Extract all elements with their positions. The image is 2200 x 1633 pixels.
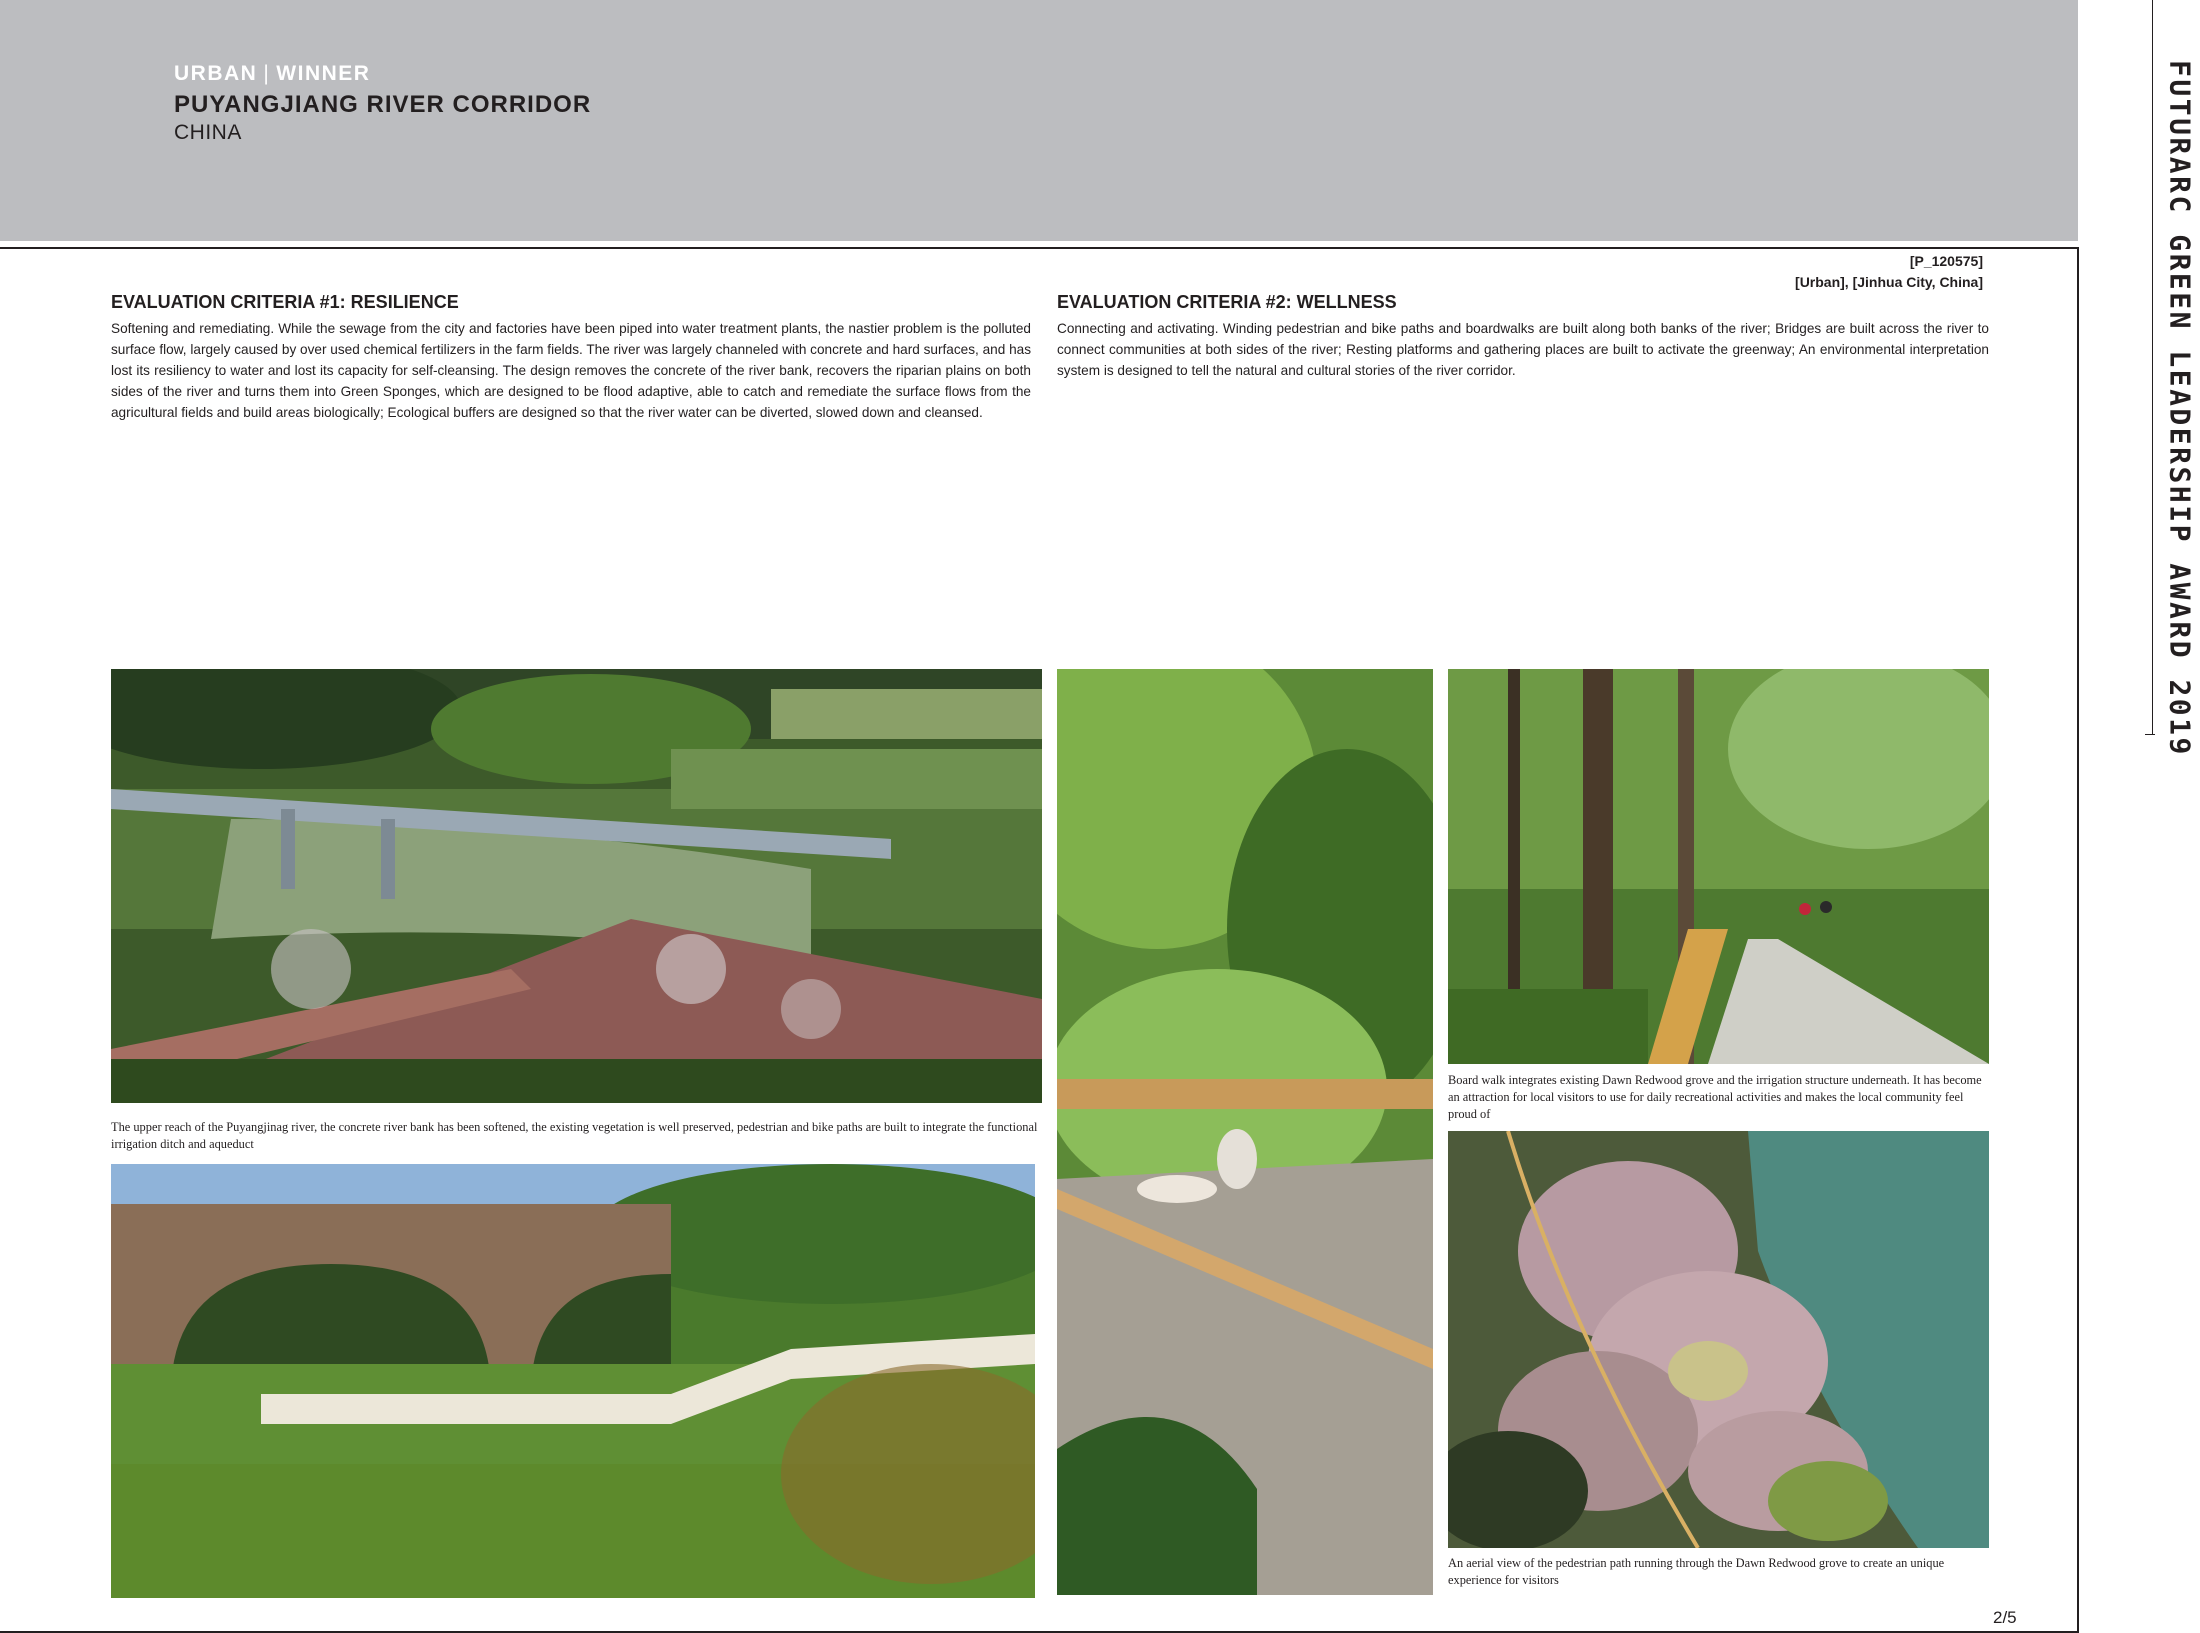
side-title: FUTURARC GREEN LEADERSHIP AWARD 2019 [2163, 60, 2197, 757]
project-country: CHINA [174, 121, 242, 144]
photo-river-bridge [111, 669, 1042, 1103]
criteria-2-body: Connecting and activating. Winding pedestrian and bike paths and boardwalks are built along both banks of the river; Bridges are built across the river to connect communities at both sides of the river; Resting platforms and gathering places are built to activate the greenway; An environmental interpretation system is designed to tell the natural and cultural stories of the river corridor. [1057, 321, 1989, 378]
side-divider [2152, 0, 2153, 735]
criteria-1-body: Softening and remediating. While the sewage from the city and factories have been piped into water treatment plants, the nastier problem is the polluted surface flow, largely caused by over used chemical fertilizers in the farm fields. The river was largely channeled with concrete and hard surfaces, and has lost its resiliency to water and lost its capacity for self-cleansing. The design removes the concrete of the river bank, recovers the riparian plains on both sides of the river and turns them into Green Sponges, which are designed to be flood adaptive, able to catch and remediate the surface flows from the agricultural fields and build areas biologically; Ecological buffers are designed so that the river water can be diverted, slowed down and cleansed. [111, 321, 1031, 420]
caption-aerial-grove: An aerial view of the pedestrian path running through the Dawn Redwood grove to create an unique experience for visitors [1448, 1556, 1945, 1587]
frame-top-rule [0, 247, 2078, 249]
photo-boardwalk [1448, 669, 1989, 1064]
reference-tags: [Urban], [Jinhua City, China] [1795, 274, 1983, 290]
photo-aqueduct [111, 1164, 1035, 1598]
caption-river-bridge: The upper reach of the Puyangjinag river, the concrete river bank has been softened, the existing vegetation is well preserved, pedestrian and bike paths are built to integrate the functional irrigation ditch and aqueduct [111, 1120, 1038, 1151]
header-band [0, 0, 2078, 241]
side-divider-tick [2145, 734, 2155, 735]
project-title: PUYANGJIANG RIVER CORRIDOR [174, 91, 592, 118]
criteria-1-title: EVALUATION CRITERIA #1: RESILIENCE [111, 292, 459, 312]
page-number: 2/5 [1993, 1608, 2017, 1627]
category-separator: | [263, 62, 271, 85]
reference-id: [P_120575] [1909, 253, 1983, 269]
category-label: URBAN [174, 62, 258, 85]
side-title-wrap [2160, 60, 2200, 757]
photo-forest-platform [1057, 669, 1433, 1595]
caption-boardwalk: Board walk integrates existing Dawn Redwood grove and the irrigation structure underneath. It has become an attraction for local visitors to use for daily recreational activities and makes the local community feel proud of [1448, 1073, 1982, 1121]
frame-right-rule [2077, 247, 2079, 1632]
project-reference [1795, 251, 1983, 293]
photo-aerial-grove [1448, 1131, 1989, 1548]
award-category [174, 62, 370, 86]
criteria-2-title: EVALUATION CRITERIA #2: WELLNESS [1057, 292, 1397, 312]
award-status: WINNER [276, 62, 371, 85]
